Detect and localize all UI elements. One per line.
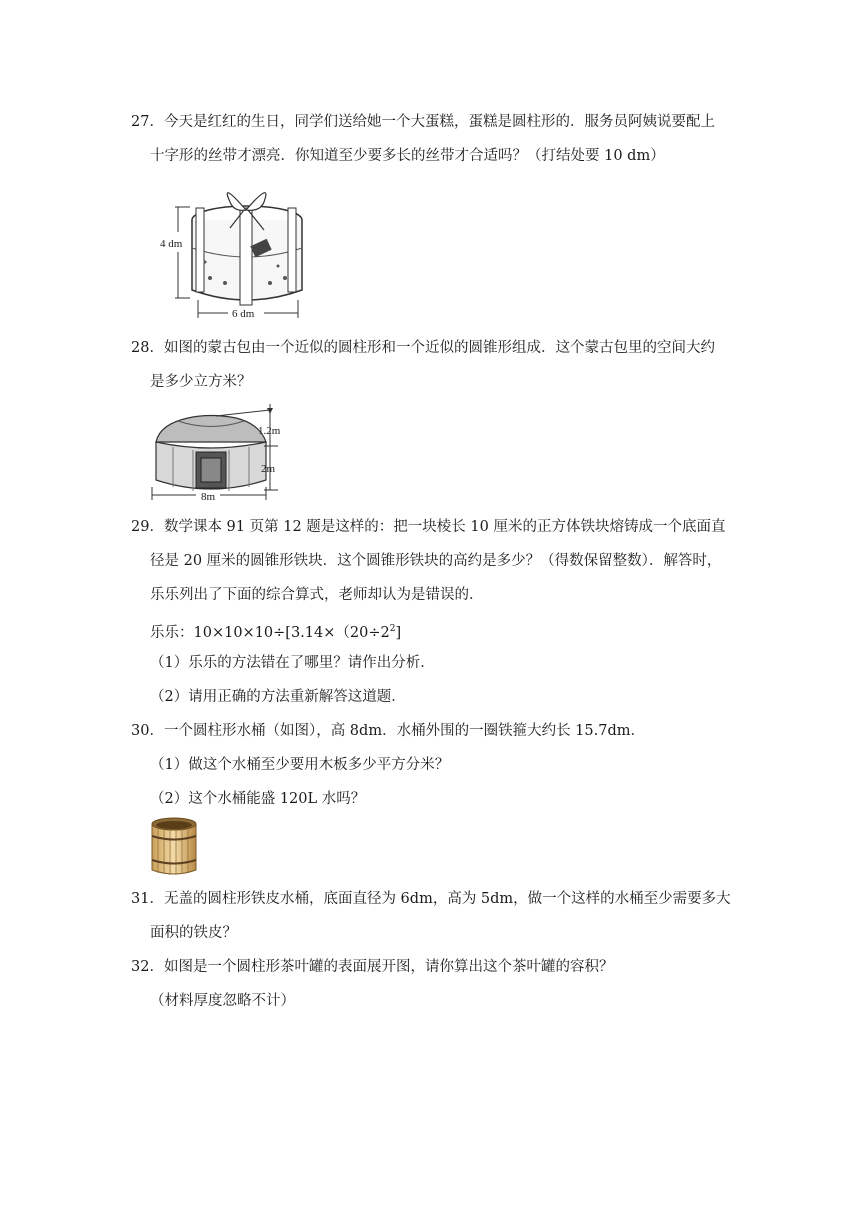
q31-text-line2: 面积的铁皮？ — [150, 925, 237, 941]
yurt-cone-height-label: 1.2m — [258, 425, 281, 437]
yurt-diameter-label: 8m — [201, 491, 216, 502]
q30-sub2: （2）这个水桶能盛 120L 水吗？ — [150, 791, 366, 807]
q27-text-line2: 十字形的丝带才漂亮．你知道至少要多长的丝带才合适吗？（打结处要 10 dm） — [150, 148, 665, 164]
yurt-cylinder-height-label: 2m — [261, 463, 276, 475]
q29-formula: 乐乐：$10\times 10\times 10\div[3.14\times(20\div 2^2]$ — [150, 624, 402, 641]
cake-width-label: 6 dm — [232, 308, 255, 320]
q29-text-line2: 径是 20 厘米的圆锥形铁块．这个圆锥形铁块的高约是多少？（得数保留整数）．解答时， — [150, 553, 722, 569]
q29-sub2: （2）请用正确的方法重新解答这道题． — [150, 689, 406, 705]
q27-text-line1: 27．今天是红红的生日，同学们送给她一个大蛋糕，蛋糕是圆柱形的．服务员阿姨说要配上 — [131, 114, 715, 130]
q28-text-line2: 是多少立方米？ — [150, 374, 252, 390]
cake-figure — [160, 180, 320, 320]
q29-sub1: （1）乐乐的方法错在了哪里？请作出分析． — [150, 655, 435, 671]
q32-text-line2: （材料厚度忽略不计） — [150, 993, 295, 1009]
q29-text-line1: 29．数学课本 91 页第 12 题是这样的：把一块棱长 10 厘米的正方体铁块熔铸成一个底面直 — [131, 519, 726, 535]
q28-text-line1: 28．如图的蒙古包由一个近似的圆柱形和一个近似的圆锥形组成．这个蒙古包里的空间大约 — [131, 340, 715, 356]
yurt-figure — [148, 402, 298, 502]
q30-sub1: （1）做这个水桶至少要用木板多少平方分米？ — [150, 757, 450, 773]
q29-text-line3: 乐乐列出了下面的综合算式，老师却认为是错误的． — [150, 587, 484, 603]
bucket-figure — [148, 816, 200, 878]
cake-height-label: 4 dm — [160, 238, 183, 250]
q31-text-line1: 31．无盖的圆柱形铁皮水桶，底面直径为 6dm，高为 5dm，做一个这样的水桶至少需要多大 — [131, 891, 731, 907]
q32-text-line1: 32．如图是一个圆柱形茶叶罐的表面展开图，请你算出这个茶叶罐的容积？ — [131, 959, 614, 975]
q30-text-line1: 30．一个圆柱形水桶（如图），高 8dm．水桶外围的一圈铁箍大约长 15.7dm． — [131, 723, 645, 739]
